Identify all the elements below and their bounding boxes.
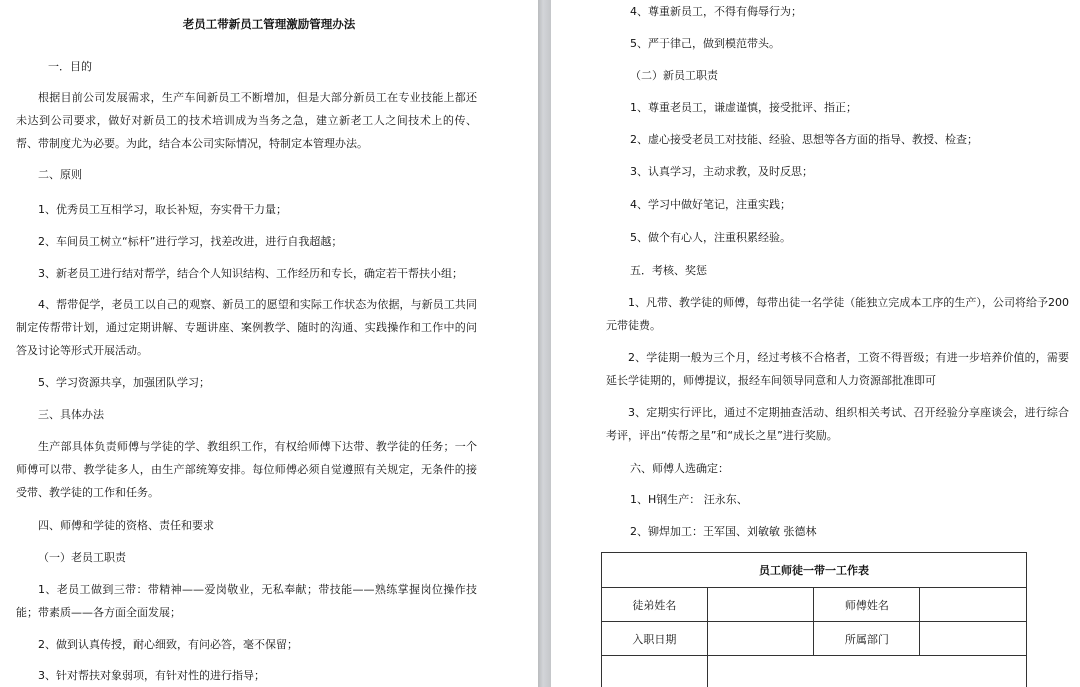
principle-item-4: 4、帮带促学，老员工以自己的观察、新员工的愿望和实际工作状态为依据，与新员工共同制定传帮带计划，通过定期讲解、专题讲座、案例教学、随时的沟通、实践操作和工作中的问答及讨论等形式开展活动。 <box>16 298 477 357</box>
new-staff-duty-4: 4、学习中做好笔记，注重实践； <box>630 198 791 211</box>
mentorship-worksheet-table <box>601 552 1027 687</box>
principle-item-1: 1、优秀员工互相学习，取长补短，夯实骨干力量； <box>38 203 287 216</box>
old-staff-duty-3: 3、针对帮扶对象弱项，有针对性的进行指导； <box>38 669 265 682</box>
label-apprentice-name: 徒弟姓名 <box>602 588 708 622</box>
new-staff-duty-1: 1、尊重老员工，谦虚谨慎，接受批评、指正； <box>630 101 857 114</box>
document-page-left <box>0 0 538 687</box>
master-list-1: 1、H钢生产： 汪永东、 <box>630 493 748 506</box>
paragraph-methods: 生产部具体负责师傅与学徒的学、教组织工作，有权给师傅下达带、教学徒的任务；一个师傅可以带、教学徒多人，由生产部统筹安排。每位师傅必须自觉遵照有关规定，无条件的接受带、教学徒的工作和任务。 <box>16 440 477 499</box>
old-staff-duty-1: 1、老员工做到三带：带精神——爱岗敬业，无私奉献；带技能——熟练掌握岗位操作技能；带素质——各方面全面发展； <box>16 583 477 619</box>
value-department <box>920 622 1027 656</box>
value-master-name <box>920 588 1027 622</box>
new-staff-duty-5: 5、做个有心人，注重积累经验。 <box>630 231 791 244</box>
new-staff-duty-3: 3、认真学习，主动求教，及时反思； <box>630 165 813 178</box>
table-empty-cell <box>602 656 708 687</box>
subsection-heading-old-staff: （一）老员工职责 <box>38 551 126 564</box>
principle-item-2: 2、车间员工树立“标杆”进行学习，找差改进，进行自我超越； <box>38 235 343 248</box>
old-staff-duty-4: 4、尊重新员工，不得有侮辱行为； <box>630 5 802 18</box>
table-caption: 员工师徒一带一工作表 <box>602 553 1027 588</box>
document-page-right <box>551 0 1080 687</box>
old-staff-duty-5: 5、严于律己，做到模范带头。 <box>630 37 780 50</box>
master-list-2: 2、铆焊加工：王军国、刘敏敏 张德林 <box>630 525 817 538</box>
assessment-item-1: 1、凡带、教学徒的师傅，每带出徒一名学徒（能独立完成本工序的生产），公司将给予200元带徒费。 <box>606 296 1069 332</box>
principle-item-5: 5、学习资源共享，加强团队学习； <box>38 376 210 389</box>
paragraph-purpose: 根据目前公司发展需求，生产车间新员工不断增加，但是大部分新员工在专业技能上都还未达到公司要求，做好对新员工的技术培训成为当务之急，建立新老工人之间技术上的传、帮、带制度尤为必要。为此，结合本公司实际情况，特制定本管理办法。 <box>16 91 477 150</box>
section-heading-qualifications: 四、师傅和学徒的资格、责任和要求 <box>38 519 214 532</box>
subsection-heading-new-staff: （二）新员工职责 <box>630 69 718 82</box>
value-apprentice-name <box>707 588 814 622</box>
label-department: 所属部门 <box>814 622 920 656</box>
principle-item-3: 3、新老员工进行结对帮学，结合个人知识结构、工作经历和专长，确定若干帮扶小组； <box>38 267 463 280</box>
page-gutter <box>538 0 551 687</box>
document-title: 老员工带新员工管理激励管理办法 <box>182 17 356 31</box>
new-staff-duty-2: 2、虚心接受老员工对技能、经验、思想等各方面的指导、教授、检查； <box>630 133 978 146</box>
section-heading-assessment: 五．考核、奖惩 <box>630 264 707 277</box>
section-heading-masters: 六、师傅人选确定： <box>630 462 729 475</box>
table-empty-cell <box>707 656 1026 687</box>
section-heading-principles: 二、原则 <box>38 168 82 181</box>
section-heading-purpose: 一．目的 <box>48 60 92 73</box>
assessment-item-2: 2、学徒期一般为三个月，经过考核不合格者，工资不得晋级；有进一步培养价值的，需要延长学徒期的，师傅提议，报经车间领导同意和人力资源部批准即可 <box>606 351 1069 387</box>
value-entry-date <box>707 622 814 656</box>
label-master-name: 师傅姓名 <box>814 588 920 622</box>
old-staff-duty-2: 2、做到认真传授，耐心细致，有问必答，毫不保留； <box>38 638 298 651</box>
assessment-item-3: 3、定期实行评比，通过不定期抽查活动、组织相关考试、召开经验分享座谈会，进行综合考评，评出“传帮之星”和“成长之星”进行奖励。 <box>606 406 1069 442</box>
table-row <box>602 656 1027 687</box>
section-heading-methods: 三、具体办法 <box>38 408 104 421</box>
table-row <box>602 622 1027 656</box>
table-row <box>602 588 1027 622</box>
label-entry-date: 入职日期 <box>602 622 708 656</box>
